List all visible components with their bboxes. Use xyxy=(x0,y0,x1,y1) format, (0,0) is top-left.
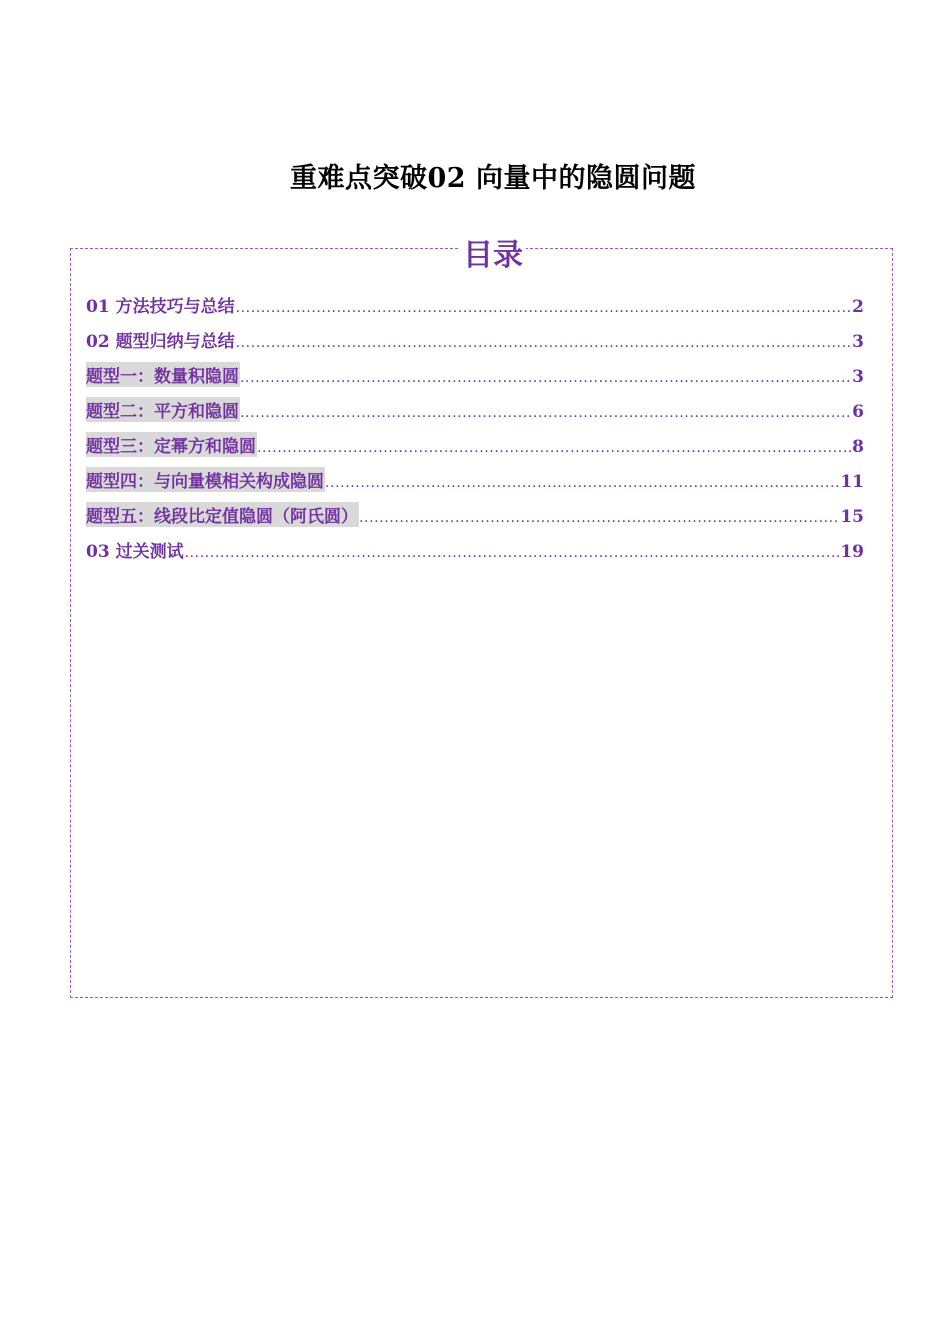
toc-leader-dots xyxy=(240,405,851,421)
toc-entry-type-5[interactable] xyxy=(86,502,864,537)
toc-entry-page[interactable]: 6 xyxy=(852,402,864,422)
toc-entry-page[interactable]: 2 xyxy=(852,297,864,317)
toc-entry-page[interactable]: 3 xyxy=(852,367,864,387)
toc-entry-label[interactable]: 02 题型归纳与总结 xyxy=(86,332,235,352)
toc-entry-label[interactable]: 题型三：定幂方和隐圆 xyxy=(86,432,257,457)
toc-entry-page[interactable]: 3 xyxy=(852,332,864,352)
toc-leader-dots xyxy=(236,300,852,316)
toc-list xyxy=(86,292,864,572)
toc-heading-text: 目录 xyxy=(460,238,526,273)
toc-entry-type-summary[interactable] xyxy=(86,327,864,362)
toc-entry-label[interactable]: 01 方法技巧与总结 xyxy=(86,297,235,317)
toc-entry-final-test[interactable] xyxy=(86,537,864,572)
toc-entry-label[interactable]: 题型五：线段比定值隐圆（阿氏圆） xyxy=(86,502,359,527)
toc-entry-type-3[interactable] xyxy=(86,432,864,467)
toc-entry-label[interactable]: 03 过关测试 xyxy=(86,542,184,562)
toc-entry-page[interactable]: 8 xyxy=(852,437,864,457)
toc-heading xyxy=(0,230,950,274)
toc-entry-type-2[interactable] xyxy=(86,397,864,432)
toc-leader-dots xyxy=(325,475,839,491)
toc-entry-page[interactable]: 15 xyxy=(840,507,864,527)
toc-entry-type-4[interactable] xyxy=(86,467,864,502)
toc-entry-type-1[interactable] xyxy=(86,362,864,397)
toc-entry-page[interactable]: 11 xyxy=(840,472,864,492)
toc-leader-dots xyxy=(185,545,840,561)
document-title: 重难点突破02 向量中的隐圆问题 xyxy=(290,163,696,194)
toc-leader-dots xyxy=(359,510,839,526)
toc-entry-label[interactable]: 题型二：平方和隐圆 xyxy=(86,397,240,422)
toc-entry-label[interactable]: 题型四：与向量模相关构成隐圆 xyxy=(86,467,325,492)
toc-leader-dots xyxy=(240,370,851,386)
toc-leader-dots xyxy=(236,335,852,351)
toc-entry-method-summary[interactable] xyxy=(86,292,864,327)
toc-leader-dots xyxy=(257,440,851,456)
toc-entry-page[interactable]: 19 xyxy=(840,542,864,562)
toc-entry-label[interactable]: 题型一：数量积隐圆 xyxy=(86,362,240,387)
